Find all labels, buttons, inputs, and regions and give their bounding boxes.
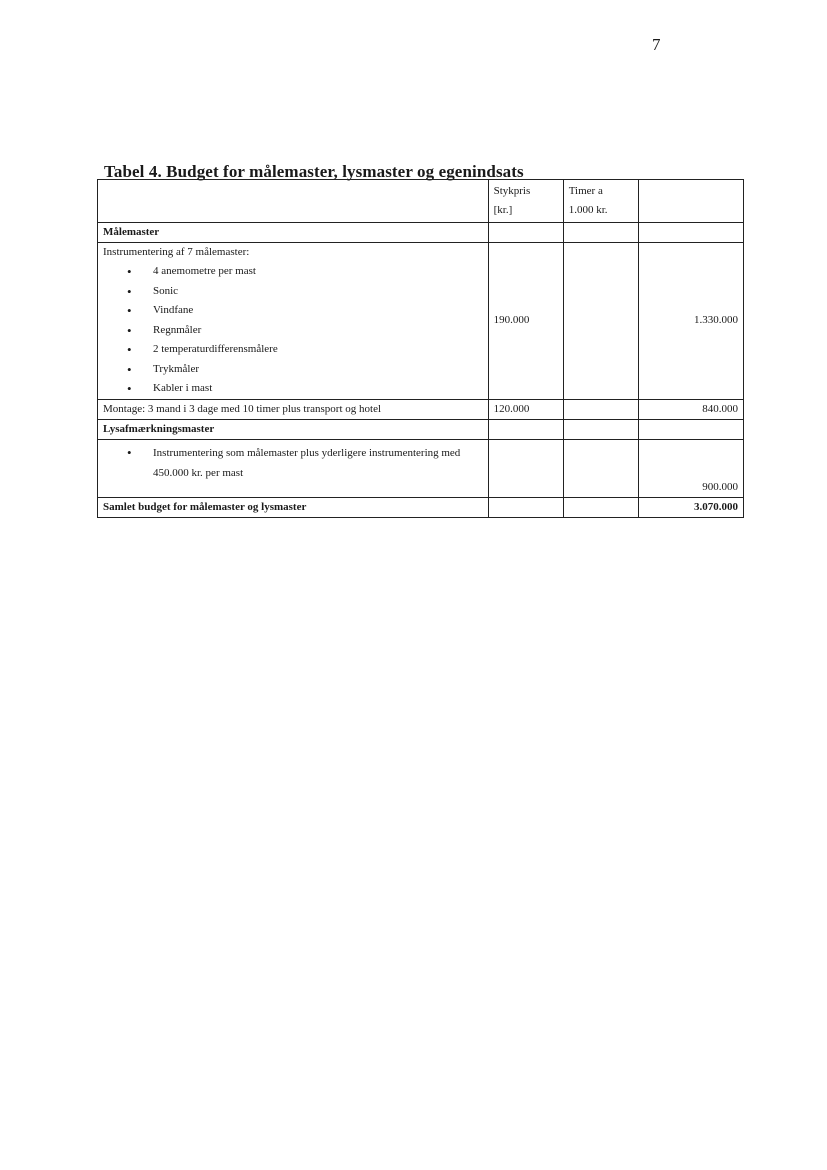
section-title: Lysafmærkningsmaster — [98, 419, 489, 439]
table-caption: Tabel 4. Budget for målemaster, lysmaster og egenindsats — [104, 162, 524, 181]
table-row-assembly — [98, 399, 744, 419]
list-item: • Kabler i mast — [103, 379, 483, 399]
header-unit-price — [488, 180, 563, 223]
assembly-description: Montage: 3 mand i 3 dage med 10 timer plus transport og hotel — [98, 399, 489, 419]
light-mast-note: • Instrumentering som målemaster plus yderligere instrumentering med 450.000 kr. per mast — [103, 440, 483, 497]
assembly-total: 840.000 — [638, 399, 743, 419]
budget-table — [97, 179, 744, 518]
list-item: • 2 temperaturdifferensmålere — [103, 340, 483, 360]
table-row-light-mast-note — [98, 439, 744, 497]
header-unit-price-line1: Stykpris — [493, 185, 531, 197]
header-description-cell — [98, 180, 489, 223]
table-header-row — [98, 180, 744, 223]
assembly-unit-price: 120.000 — [488, 399, 563, 419]
header-total-cell — [638, 180, 743, 223]
instrumentation-total: 1.330.000 — [638, 243, 743, 400]
list-item: • Regnmåler — [103, 321, 483, 341]
instrumentation-cell — [98, 243, 489, 400]
section-row-measuring-masts — [98, 223, 744, 243]
list-item: • Sonic — [103, 282, 483, 302]
list-item: • Vindfane — [103, 301, 483, 321]
list-item: • Trykmåler — [103, 360, 483, 380]
header-hours-line1: Timer a — [568, 185, 603, 197]
instrumentation-intro: Instrumentering af 7 målemaster: — [103, 246, 250, 258]
section-row-light-masts — [98, 419, 744, 439]
header-unit-price-line2: [kr.] — [493, 204, 513, 216]
instrument-list — [103, 262, 483, 399]
page-number: 7 — [652, 35, 661, 54]
light-mast-total: 900.000 — [638, 439, 743, 497]
table-row-grand-total — [98, 497, 744, 517]
table-row-instrumentation — [98, 243, 744, 400]
light-mast-note-cell — [98, 439, 489, 497]
instrumentation-unit-price: 190.000 — [488, 243, 563, 400]
list-item: • 4 anemometre per mast — [103, 262, 483, 282]
header-hours — [563, 180, 638, 223]
grand-total-label: Samlet budget for målemaster og lysmaster — [98, 497, 489, 517]
header-hours-line2: 1.000 kr. — [568, 204, 608, 216]
grand-total-value: 3.070.000 — [638, 497, 743, 517]
section-title: Målemaster — [98, 223, 489, 243]
